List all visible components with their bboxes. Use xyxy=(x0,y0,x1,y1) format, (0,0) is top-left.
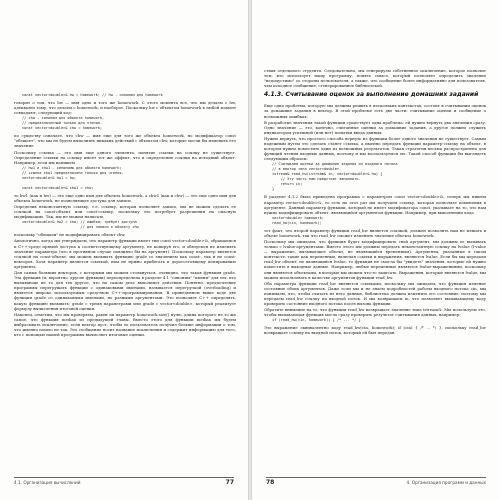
body-paragraph: Это выражение эквивалентно коду read_hw(cin, homework); if (cin) { /* ... */ }, поскольку read_hw возвращает ссылку на входной поток, который ей был передан. xyxy=(264,325,486,336)
right-page-number: 78 xyxy=(266,479,275,486)
body-paragraph: Поскольку ссылка — это имя еще одного элемента, понятие ссылки на ссылку не существует. Определение ссылки на ссылку имеет тот же эффект, что и определение ссылки на исходный объект. Например, если мы напишем xyxy=(14,149,236,165)
code-listing: // chw - синоним для объекта homework, // предназначенный только для чтения. const vector<double>& chw = homework; xyxy=(22,116,105,131)
body-paragraph: Еще одна проблема, которую мы должны решить в нескольких контекстах, состоит в считывании оценок за домашние задания в вектор. В этой проблеме есть две части: считывание оценок и сообщение о возможных ошибках. xyxy=(264,103,486,119)
code-listing: if (read_hw(cin, homework)) { /* ... */ } xyxy=(272,318,361,323)
body-paragraph: говорит о том, что hw — имя одно и того же homework. С этого момента все, что мы делаем с hw, адекватно тому, что делаем с homework, и наоборот. Поскольку hw с объектом homework в любой момент совпадают, следующий код: xyxy=(14,100,236,116)
code-listing: vector<double>& hw2 = chw; // ошибка: требует доступа // для записи к объекту chw xyxy=(22,220,139,230)
right-page-content xyxy=(264,68,486,476)
body-paragraph: по существу означает, что chw — имя еще для того же объекта homework, но модификатор const "обещает", что мы не будем выполнять никаких действий с объектом chw, которые могли бы изменить его значение. xyxy=(14,133,236,149)
body-paragraph: Для самых больших векторов, с которыми мы можем столкнуться, очевидно, что такая функция grade. Эта функция (и, вероятно, другие функции) переопределена в разделе 4.1 "синоним" "имени" для тех, кто вызывающе не то для тех другое, что на самом деле выполняет действия. Понятно, предпочтение программы перегружать функции с одинаковыми именами, называется перегрузкой (overloading) и является широко используемым средством C++-программирования. В приведенном выше коде две функции grade со одинаковыми именами, но разными аргументами. Это позволяет C++ определять, какую функцию вызывать: grade с тремя параметрами или grade с vector<double>, который реализует формулу вычисления итоговой оценки. xyxy=(14,269,236,311)
left-page-footer xyxy=(14,477,234,488)
left-page-section-title: 4.1. Организация вычислений xyxy=(14,480,81,485)
left-page-content xyxy=(14,92,236,476)
code-listing: // Считываем оценки за домашние задания из входного потока // в вектор типа vector<double>. istream& read_hw(istream& in, vector<double>& hw) { // Эту часть нам предстоит заполнить. return in; } xyxy=(272,162,398,192)
body-paragraph: Наконец, отметим, что мы проверяем, равен ли параметр homework.size() нулю, длина которого не то же самое, что функция median из предыдущей главы. Вместо этого для функции median мы будем выбрасывать исключение, если вектор пуст, чтобы ее пользователь получил больше информации о том, что именно пошло не так. Это сообщение носит название исключения и содержит информацию для того, кто с помощью нашей программы вычисляет итоговые оценки. xyxy=(14,311,236,338)
code-listing: vector<double> homework; read_hw(cin, homework); xyxy=(272,215,324,225)
right-page-section-title: 4. Организация программ и данных xyxy=(406,480,486,485)
body-paragraph: В разработке значения такой функции существует одна проблема: ей нужно вернуть два значения сразу. Одно значение — это, конечно, считанные оценки за домашние задания, а другое должно служить индикатором успешной (или нет) попытки ввода данных. xyxy=(264,119,486,135)
section-heading: 4.1.3. Считывание оценок за выполнение домашних заданий xyxy=(264,91,479,99)
body-paragraph: Аналогично, когда мы утверждаем, что параметр функции имеет тип const vector<double>&, обращаемся к C++-среде прямой доступа к соответствующему аргументу, не копируя его, и обязуемся не изменять значение параметра (что в противном случае повлияло бы на аргумент). Поскольку параметр является ссылкой на const-объект, мы можем вызывать функцию grade со значением как const-, так и не const-векторов. Хотя параметр является ссылкой, нам не нужно прибегать к дорогостоящему копированию аргумента. xyxy=(14,238,236,269)
body-paragraph: то hw1 (как и hw) — это еще одно имя для объекта homework, а chw1 (как и chw) — это еще одно имя для объекта homework, не позволяющее доступа для записи. xyxy=(14,192,236,203)
code-listing: // hw1 и chw1 - синонимы для объекта homework; // ссылка chw1 предназначена только для чтения. vector<double>& hw1 = hw; const vector<double>& chw1 = chw; xyxy=(22,165,124,190)
left-page-number: 77 xyxy=(225,479,234,486)
body-paragraph: Нужно вернуть, что простого способа вернуть из функции более одного значения не существует. Самым надежным путем это сделать станет ссылка, а именно передать функции параметр-ссылку на объект, в котором нужно поместить один из возможных результатов. Такая стратегия весьма распространена для функций чтения входных данных, поэтому и мы воспользуемся ею. Такой способ функции бы выглядеть следующим образом: xyxy=(264,135,486,162)
body-paragraph: поскольку "обещали" не модифицировать объект chw. xyxy=(14,232,126,238)
right-page-footer xyxy=(266,477,486,488)
body-paragraph: В разделе 4.1.2 была приведена программа с параметром const vector<double>&, теперь мы пишем параметр vector<double>&, то есть на этот раз мы получаем ссылку, которая позволяет изменения в аргументе. Данный параметр функции, который не имеет модификатора const, указывает на то, что нам нужно модифицировать объект, являющийся аргументом функции. Например, при выполнении кода xyxy=(264,194,486,215)
body-paragraph: Поскольку мы ожидаем, что функция будет модифицировать свой аргумент, мы должны ее вызывать только с lvalue-аргументами. Вместо этого мы должны передать неконстантную ссылку на lvalue (l-value — выражение, вызывающее объект, не являющийся временным). Аргументы, указанные в таком контексте, такие как переменные, включая ссылки и выражения, являются lvalue. Если бы мы передали read_hw объект, не являющийся lvalue, то функция не смогла бы "увидеть" значения, которые ей нужно поместить в выходные данные. Например, любые переменные являются lvalue-выражениями, поскольку они являются объектами, в которые мы можем что-то записать. Выражения, которые являются lvalue, мы можем использовать в качестве аргументов функции read_hw. xyxy=(264,238,486,280)
body-paragraph: тот факт, что второй параметр функции read_hw является ссылкой, должен позволить нам не мешать в объект homework, так что read_hw сможет изменить значение объекта homework. xyxy=(264,227,486,238)
body-paragraph: Обратите внимание на то, что функция read_hw возвращает значение типа istream&. Мы используем это, чтобы вызывающая функция могла сразу проверить результат считывания данных, например: xyxy=(264,307,486,318)
body-paragraph: ствия отдельного студента. Следовательно, мы генерируем собственное исключение, которое позволит тем, кто использует нашу программу, понять смысл, который позволяет определить значение "недопустимо" со стороны пользователя, а также, что сообщение более информативно для пользователя, чем исходное сообщение, сгенерированное библиотекой. xyxy=(264,68,486,89)
body-paragraph: Оба параметра функции read_hw являются ссылками, поскольку мы ожидаем, что функция изменит состояние обоих аргументов. Даже если мы и не знаем подробностей работы входного потока cin, мы понимаем, что, чтобы считать из него данные, библиотека должна изменить его состояние, поэтому мы передаем read_hw ссылку на входной поток. И мы возвращаем in, что позволяет вызывающему коду проверить состояние входного потока после вызова функции. xyxy=(264,280,486,307)
code-listing: const vector<double>& hw = homework; // hw - синоним для homework xyxy=(22,93,163,97)
left-page xyxy=(0,0,248,500)
body-paragraph: Определив неконстантную ссылку, т.е. ссылку, которая позволяет запись, мы не можем сделать ее ссылкой на const-объект или const-ссылку, поскольку это потребует разрешения на опасную модификацию. Так, мы не можем написать xyxy=(14,204,236,220)
right-page xyxy=(252,0,500,500)
